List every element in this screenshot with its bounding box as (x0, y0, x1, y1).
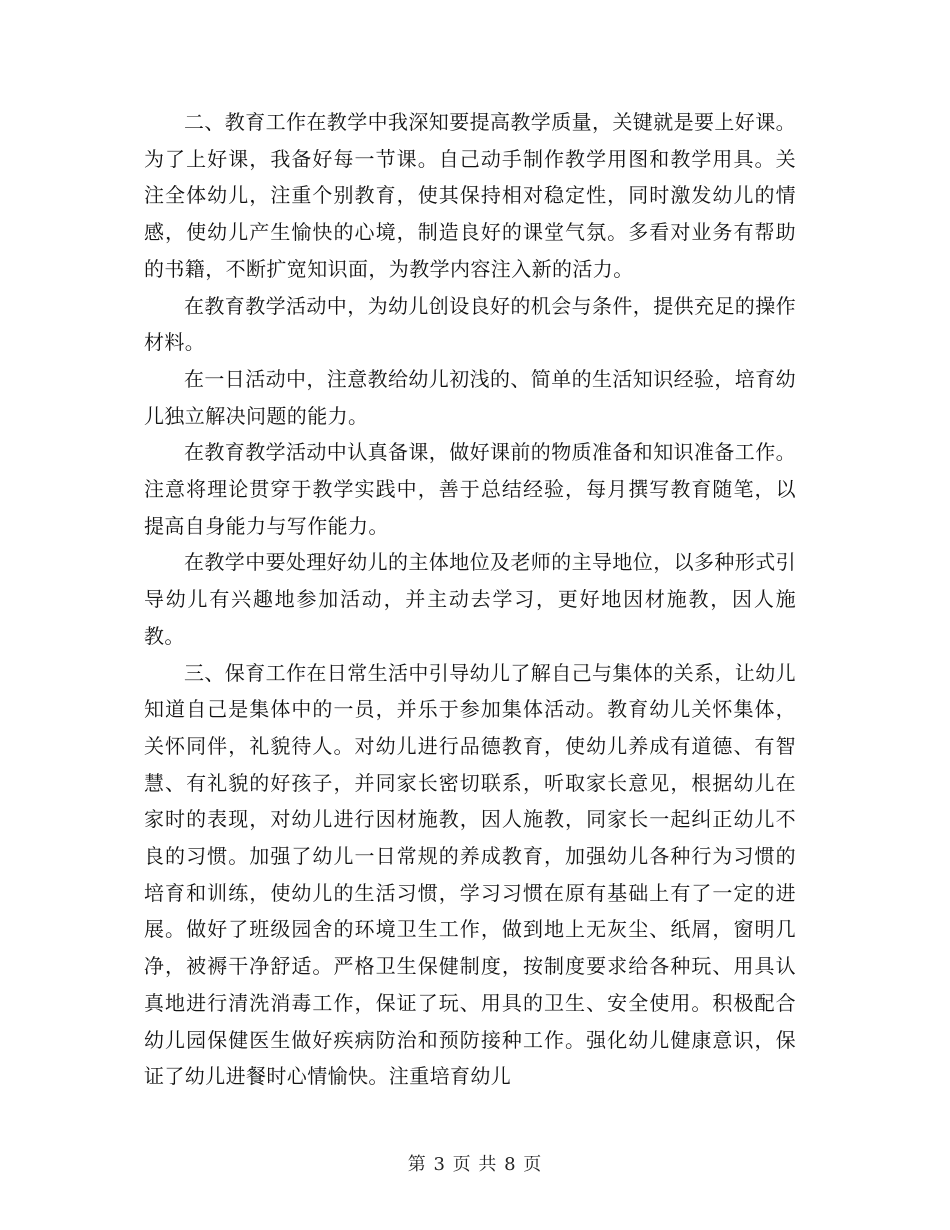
paragraph-education-work: 二、教育工作在教学中我深知要提高教学质量，关键就是要上好课。为了上好课，我备好每一节课。自己动手制作教学用图和教学用具。关注全体幼儿，注重个别教育，使其保持相对稳定性，同时激发幼儿的情感，使幼儿产生愉快的心境，制造良好的课堂气氛。多看对业务有帮助的书籍，不断扩宽知识面，为教学内容注入新的活力。 (144, 110, 796, 281)
document-body (144, 104, 796, 1095)
paragraph-care-work: 三、保育工作在日常生活中引导幼儿了解自己与集体的关系，让幼儿知道自己是集体中的一员，并乐于参加集体活动。教育幼儿关怀集体，关怀同伴，礼貌待人。对幼儿进行品德教育，使幼儿养成有道德、有智慧、有礼貌的好孩子，并同家长密切联系，听取家长意见，根据幼儿在家时的表现，对幼儿进行因材施教，因人施教，同家长一起纠正幼儿不良的习惯。加强了幼儿一日常规的养成教育，加强幼儿各种行为习惯的培育和训练，使幼儿的生活习惯，学习习惯在原有基础上有了一定的进展。做好了班级园舍的环境卫生工作，做到地上无灰尘、纸屑，窗明几净，被褥干净舒适。严格卫生保健制度，按制度要求给各种玩、用具认真地进行清洗消毒工作，保证了玩、用具的卫生、安全使用。积极配合幼儿园保健医生做好疾病防治和预防接种工作。强化幼儿健康意识，保证了幼儿进餐时心情愉快。注重培育幼儿 (144, 660, 796, 1089)
paragraph-daily-activities: 在一日活动中，注意教给幼儿初浅的、简单的生活知识经验，培育幼儿独立解决问题的能力。 (144, 366, 796, 428)
paragraph-lesson-preparation: 在教育教学活动中认真备课，做好课前的物质准备和知识准备工作。注意将理论贯穿于教学实践中，善于总结经验，每月撰写教育随笔，以提高自身能力与写作能力。 (144, 440, 796, 538)
paragraph-teaching-activities: 在教育教学活动中，为幼儿创设良好的机会与条件，提供充足的操作材料。 (144, 293, 796, 355)
paragraph-child-centered: 在教学中要处理好幼儿的主体地位及老师的主导地位，以多种形式引导幼儿有兴趣地参加活动，并主动去学习，更好地因材施教，因人施教。 (144, 550, 796, 648)
page-number: 第 3 页 共 8 页 (407, 1154, 543, 1175)
